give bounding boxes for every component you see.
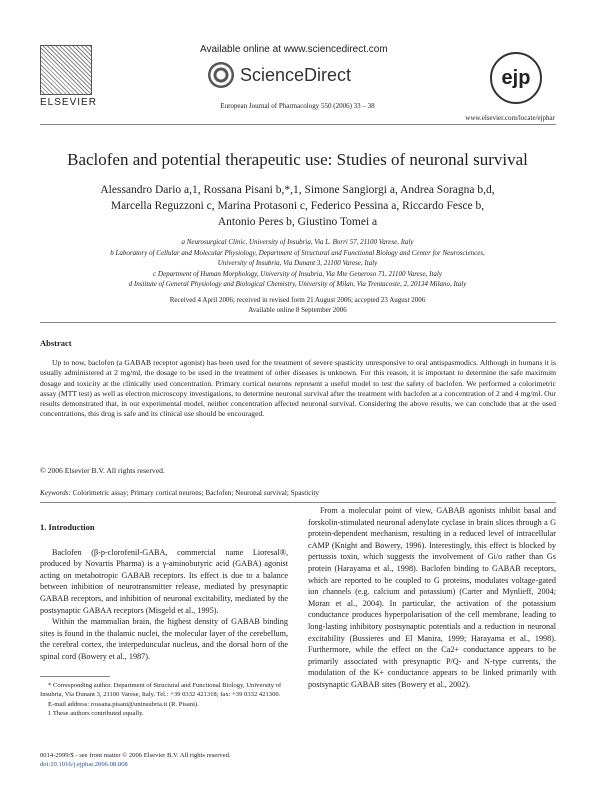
sciencedirect-mark-icon xyxy=(208,62,234,88)
abstract-body xyxy=(40,358,556,420)
body-column-left xyxy=(40,522,288,663)
available-online-text: Available online at www.sciencedirect.com xyxy=(200,44,388,55)
article-history xyxy=(0,295,595,315)
affiliation-d: d Institute of General Physiology and Biological Chemistry, University of Milan, Via Trentacoste, 2, 20134 Milano, Italy xyxy=(128,280,467,288)
abstract-heading: Abstract xyxy=(40,338,72,348)
sciencedirect-logo xyxy=(208,62,351,88)
keywords-label: Keywords: xyxy=(40,489,71,497)
body-column-right xyxy=(308,505,556,691)
affiliation-b-cont: University of Insubria, Via Dunant 3, 21100 Varese, Italy xyxy=(217,259,378,267)
abstract-top-rule xyxy=(40,322,556,323)
footnote-equal-contribution: 1 These authors contributed equally. xyxy=(48,710,144,718)
journal-url[interactable]: www.elsevier.com/locate/ejphar xyxy=(465,114,555,122)
paragraph-intro-1: Baclofen (β-p-clorofenil-GABA, commercial name Lioresal®, produced by Novartis Pharma) is a γ-aminobutyric acid (GABA) agonist acting on metabotropic GABAB receptors. Its effect is due to a balance between inhibition of neurotransmitter release, mediated by presynaptic GABAB receptors, and inhibition of neuronal excitability, mediated by the postsynaptic GABAA receptors (Misgeld et al., 1995). xyxy=(40,547,288,615)
section-heading-introduction: 1. Introduction xyxy=(40,522,95,532)
footnote-corresponding: * Corresponding author. Department of Structural and Functional Biology, University of Insubria, Via Dunant 3, 21100 Varese, Italy. Tel.: +39 0332 421318; fax: +39 0332 421300. xyxy=(40,682,282,699)
elsevier-tree-icon xyxy=(40,45,92,95)
abstract-copyright: © 2006 Elsevier B.V. All rights reserved. xyxy=(40,466,165,475)
keywords xyxy=(40,489,319,497)
issn-line: 0014-2999/$ - see front matter © 2006 Elsevier B.V. All rights reserved. xyxy=(40,752,231,759)
sciencedirect-brand: ScienceDirect xyxy=(240,64,352,85)
footnotes xyxy=(40,681,288,719)
paragraph-intro-2: Within the mammalian brain, the highest density of GABAB binding sites is found in the thalamic nuclei, the molecular layer of the cerebellum, the cerebral cortex, the interpeduncular nucleus, and the dorsal horn of the spinal cord (Bowery et al., 1987). xyxy=(40,617,288,661)
footnote-rule xyxy=(40,676,110,677)
affiliation-a: a Neurosurgical Clinic, University of Insubria, Via L. Borri 57, 21100 Varese, Italy xyxy=(181,238,414,246)
article-title: Baclofen and potential therapeutic use: Studies of neuronal survival xyxy=(67,150,528,169)
page-footer xyxy=(40,751,231,770)
publisher-name: ELSEVIER xyxy=(40,97,97,108)
ejp-journal-logo: ejp xyxy=(490,52,542,104)
abstract-text: Up to now, baclofen (a GABAB receptor agonist) has been used for the treatment of severe spasticity unresponsive to oral antispasmodics. Although in humans it is usually administered at 2 mg/ml, the dosage to be used in the treatment of other diseases is unknown. For this reason, it is important to determine the safe maximum dosage and toxicity at the clinically used concentration. Primary cortical neurons represent a useful model to test the safety of baclofen. We performed a colorimetric assay (MTT test) as well as electron microscopy investigations, to determine neuronal survival after the treatment with baclofen at a concentration of 2 and 4 mg/ml. Our results demonstrated that, in our experimental model, neither concentration affected neuronal survival. Considering the above results, we can conclude that at the used concentrations, this drug is safe and its clinical use should be encouraged. xyxy=(40,358,556,419)
doi-link[interactable]: doi:10.1016/j.ejphar.2006.08.068 xyxy=(40,761,128,769)
elsevier-logo xyxy=(40,45,97,108)
affiliation-c: c Department of Human Morphology, University of Insubria, Via Mte Generoso 71, 21100 Varese, Italy xyxy=(153,269,442,278)
header-rule xyxy=(40,124,556,125)
authors-line-3: Antonio Peres b, Giustino Tomei a xyxy=(217,216,378,228)
affiliations xyxy=(50,237,545,290)
available-date: Available online 8 September 2006 xyxy=(248,306,347,314)
journal-citation: European Journal of Pharmacology 550 (2006) 33 – 38 xyxy=(220,102,375,110)
footnote-email[interactable]: E-mail address: rossana.pisani@uninsubria.it (R. Pisani). xyxy=(48,700,199,708)
authors-line-2: Marcella Reguzzoni c, Marina Protasoni c, Federico Pessina a, Riccardo Fesce b, xyxy=(110,200,485,212)
received-dates: Received 4 April 2006; received in revised form 21 August 2006; accepted 23 August 2006 xyxy=(169,296,426,304)
paragraph-molecular: From a molecular point of view, GABAB agonists inhibit basal and forskolin-stimulated neuronal adenylate cyclase in brain slices through a G protein-dependent mechanism, resulting in a reduced level of intracellular cAMP (Knight and Bowery, 1996). Interestingly, this effect is blocked by pertussis toxin, which suggests the involvement of Gi/o rather than Gs protein (Harayama et al., 1998). Baclofen binding to GABAB receptors, which are reported to be coupled to G proteins, modulates voltage-gated ion channels (e.g. calcium and potassium) (Carter and Mynlieff, 2004; Moran et al., 2004). In particular, the activation of the potassium conductance produces hyperpolarisation of the cell membrane, leading to long-lasting inhibitory postsynaptic potentials and a reduction in neuronal excitability (Bussieres and El Manira, 1999; Harayama et al., 1998). Furthermore, while the effect on the Ca2+ conductance appears to be primarily associated with presynaptic P/Q- and N-type currents, the modulation of the K+ conductance appears to be linked primarily with postsynaptic GABAB sites (Bowery et al., 2002). xyxy=(308,506,556,689)
affiliation-b: b Laboratory of Cellular and Molecular Physiology, Department of Structural and Functional Biology and Center for Neurosciences, xyxy=(110,248,485,257)
abstract-bottom-rule xyxy=(40,502,556,503)
keywords-list: Colorimetric assay; Primary cortical neurons; Baclofen; Neuronal survival; Spasticity xyxy=(72,489,319,497)
authors-line-1: Alessandro Dario a,1, Rossana Pisani b,*,1, Simone Sangiorgi a, Andrea Soragna b,d, xyxy=(100,184,495,196)
author-list xyxy=(50,182,545,230)
